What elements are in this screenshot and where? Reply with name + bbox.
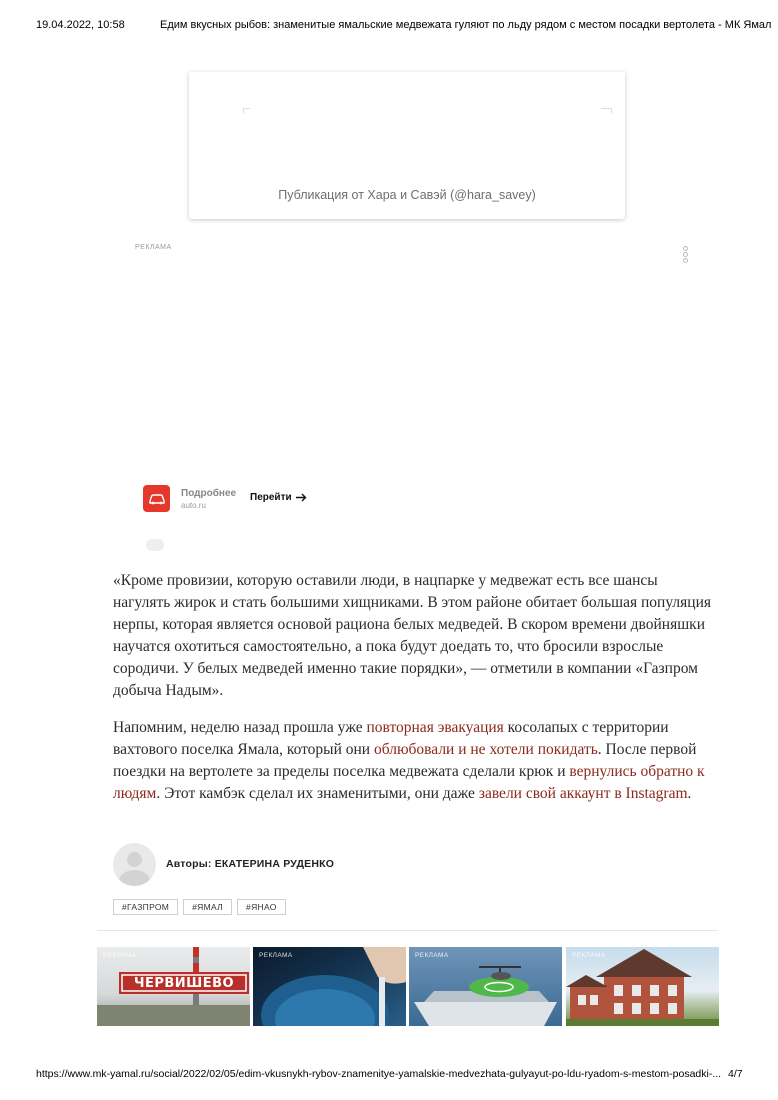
link-returned-to-people[interactable]: вернулись обратно к людям [113,763,705,802]
link-repeat-evacuation[interactable]: повторная эвакуация [366,719,504,736]
ad-card[interactable] [566,947,719,1026]
tag-yanao[interactable]: #ЯНАО [237,899,286,915]
tag-gazprom[interactable]: #ГАЗПРОМ [113,899,178,915]
link-liked-settlement[interactable]: облюбовали и не хотели покидать [373,741,598,758]
tag-yamal[interactable]: #ЯМАЛ [183,899,232,915]
ad-card-label: РЕКЛАМА [103,952,137,959]
sign-text: ЧЕРВИШЕВО [133,976,235,991]
arrow-right-icon [296,493,307,502]
embed-corner-mark [243,108,250,113]
print-date: 19.04.2022, 10:58 [36,19,125,31]
ad-card-label: РЕКЛАМА [259,952,293,959]
article-paragraph: «Кроме провизии, которую оставили люди, в нацпарке у медвежат есть все шансы нагулять жирок и стать большими хищниками. В этом районе обитает большая популяция нерпы, которая является основой рациона белых медведей. В скором времени двойняшки научатся охотиться самостоятельно, а пока будут доедать то, что бросили взрослые сородичи. У белых медведей именно такие порядки», — отметили в компании «Газпром добыча Надым». [113,572,711,699]
car-icon[interactable] [143,485,170,512]
print-url: https://www.mk-yamal.ru/social/2022/02/05/edim-vkusnykh-rybov-znamenitye-yamalskie-medvezhata-gulyayut-po-ldu-ryadom-s-mestom-posadki-... [36,1068,722,1080]
promo-title[interactable]: Подробнее [181,488,237,499]
ad-card-label: РЕКЛАМА [415,952,449,959]
print-page-number: 4/7 [728,1068,743,1080]
embed-corner-mark [601,108,612,113]
ad-placeholder-dot [146,539,164,551]
ad-card[interactable] [97,947,250,1026]
ad-card-label: РЕКЛАМА [572,952,606,959]
print-page-title: Едим вкусных рыбов: знаменитые ямальские медвежата гуляют по льду рядом с местом посадки вертолета - МК Ямал [160,19,772,31]
author-line[interactable]: Авторы: ЕКАТЕРИНА РУДЕНКО [166,858,335,870]
embed-caption[interactable]: Публикация от Хара и Савэй (@hara_savey) [278,188,536,202]
instagram-embed[interactable] [189,72,625,219]
ad-card[interactable] [253,947,406,1026]
promo-domain: auto.ru [181,501,206,510]
article-paragraph: Напомним, неделю назад прошла уже повторная эвакуация косолапых с территории вахтового поселка Ямала, который они облюбовали и не хотели покидать. После первой поездки на вертолете за пределы поселка медвежата сделали крюк и вернулись обратно к людям. Этот камбэк сделал их знаменитыми, они даже завели свой аккаунт в Instagram. [113,719,705,802]
tag-list [113,899,286,915]
promo-go-button[interactable] [250,492,307,503]
author-avatar [113,843,156,886]
promo-go-label: Перейти [250,492,292,503]
ad-label: РЕКЛАМА [135,244,172,251]
ad-menu-icon[interactable] [683,246,689,264]
link-instagram-account[interactable]: завели свой аккаунт в Instagram [478,785,688,802]
divider [97,930,718,931]
ad-card[interactable] [409,947,562,1026]
